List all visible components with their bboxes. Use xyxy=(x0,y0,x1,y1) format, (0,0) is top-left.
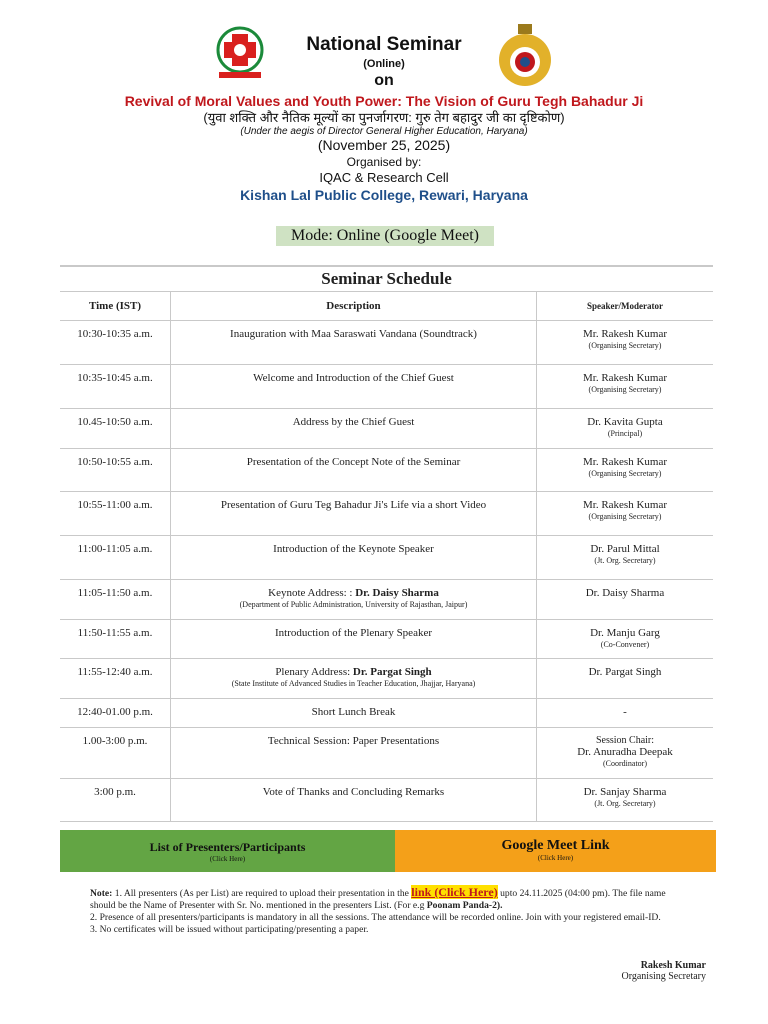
row-time: 11:50-11:55 a.m. xyxy=(60,620,171,659)
seminar-title: National Seminar xyxy=(306,34,462,55)
row-time: 3:00 p.m. xyxy=(60,779,171,822)
session-chair-label: Session Chair: xyxy=(595,735,655,746)
speaker-role: (Organising Secretary) xyxy=(588,512,662,521)
speaker-affiliation: (Department of Public Administration, University of Rajasthan, Jaipur) xyxy=(239,600,468,609)
table-row xyxy=(60,580,713,620)
presenters-list-button[interactable] xyxy=(60,830,395,872)
row-time: 10:55-11:00 a.m. xyxy=(60,492,171,536)
signatory-title: Organising Secretary xyxy=(621,971,706,982)
header-time: Time (IST) xyxy=(60,292,171,321)
note-3-text: 3. No certificates will be issued without participating/presenting a paper. xyxy=(90,924,369,935)
organised-by: Organised by: xyxy=(346,155,422,169)
seminar-date: (November 25, 2025) xyxy=(317,137,451,153)
row-speaker: Dr. Parul Mittal (Jt. Org. Secretary) xyxy=(537,536,714,580)
row-speaker: Dr. Pargat Singh xyxy=(537,659,714,699)
plenary-speaker-name: Dr. Pargat Singh xyxy=(352,666,432,678)
organising-cell: IQAC & Research Cell xyxy=(319,170,449,185)
keynote-speaker-name: Dr. Daisy Sharma xyxy=(355,587,439,599)
table-row xyxy=(60,620,713,659)
header-speaker: Speaker/Moderator xyxy=(537,292,714,321)
row-time: 10.45-10:50 a.m. xyxy=(60,409,171,449)
speaker-affiliation: (State Institute of Advanced Studies in Teacher Education, Jhajjar, Haryana) xyxy=(231,679,476,688)
row-speaker: Dr. Sanjay Sharma (Jt. Org. Secretary) xyxy=(537,779,714,822)
row-speaker: Mr. Rakesh Kumar (Organising Secretary) xyxy=(537,449,714,492)
on-label: on xyxy=(374,72,394,89)
row-speaker: Dr. Manju Garg (Co-Convener) xyxy=(537,620,714,659)
signatory-name: Rakesh Kumar xyxy=(640,960,706,971)
table-row xyxy=(60,728,713,779)
table-header-row xyxy=(60,292,713,321)
college-name: Kishan Lal Public College, Rewari, Haryana xyxy=(240,187,528,203)
google-meet-label: Google Meet Link xyxy=(501,838,610,853)
row-time: 1.00-3:00 p.m. xyxy=(60,728,171,779)
row-description: Address by the Chief Guest xyxy=(171,409,537,449)
table-row xyxy=(60,365,713,409)
row-description: Vote of Thanks and Concluding Remarks xyxy=(171,779,537,822)
table-row xyxy=(60,536,713,580)
notes-section xyxy=(90,886,690,936)
schedule-table xyxy=(60,265,713,822)
note-1-text: 1. All presenters (As per List) are required to upload their presentation in the xyxy=(112,888,412,899)
row-description: Plenary Address: Dr. Pargat Singh (State Institute of Advanced Studies in Teacher Education, Jhajjar, Haryana) xyxy=(171,659,537,699)
click-here-label: (Click Here) xyxy=(537,854,574,862)
note-2-text: 2. Presence of all presenters/participants is mandatory in all the sessions. The attendance will be recorded online. Join with your registered email-ID. xyxy=(90,912,661,923)
google-meet-link-button[interactable] xyxy=(395,830,716,872)
table-row xyxy=(60,321,713,365)
table-row xyxy=(60,409,713,449)
row-time: 11:55-12:40 a.m. xyxy=(60,659,171,699)
row-description: Technical Session: Paper Presentations xyxy=(171,728,537,779)
row-time: 11:00-11:05 a.m. xyxy=(60,536,171,580)
row-speaker: - xyxy=(537,699,714,728)
speaker-role: (Jt. Org. Secretary) xyxy=(594,556,656,565)
upload-link[interactable]: link (Click Here) xyxy=(411,885,498,899)
table-row xyxy=(60,659,713,699)
signature-block xyxy=(621,960,706,982)
mode-badge: Mode: Online (Google Meet) xyxy=(276,226,494,246)
row-description: Introduction of the Keynote Speaker xyxy=(171,536,537,580)
table-row xyxy=(60,779,713,822)
row-speaker: Mr. Rakesh Kumar (Organising Secretary) xyxy=(537,492,714,536)
click-here-label: (Click Here) xyxy=(209,855,246,863)
row-description: Introduction of the Plenary Speaker xyxy=(171,620,537,659)
row-description: Inauguration with Maa Saraswati Vandana (Soundtrack) xyxy=(171,321,537,365)
speaker-role: (Principal) xyxy=(607,429,643,438)
row-time: 10:30-10:35 a.m. xyxy=(60,321,171,365)
row-description: Presentation of the Concept Note of the Seminar xyxy=(171,449,537,492)
row-time: 11:05-11:50 a.m. xyxy=(60,580,171,620)
schedule-title: Seminar Schedule xyxy=(60,266,713,292)
speaker-role: (Organising Secretary) xyxy=(588,469,662,478)
speaker-role: (Organising Secretary) xyxy=(588,341,662,350)
table-row xyxy=(60,492,713,536)
row-speaker: Mr. Rakesh Kumar (Organising Secretary) xyxy=(537,321,714,365)
speaker-role: (Co-Convener) xyxy=(600,640,650,649)
speaker-role: (Coordinator) xyxy=(603,759,647,768)
presenters-list-label: List of Presenters/Participants xyxy=(149,840,306,854)
note-1-text-cont: upto 24.11.2025 (04:00 pm). The file name should be the Name of Presenter with Sr. No. mentioned in the presenters List. (For e.g xyxy=(90,888,666,911)
row-speaker: Session Chair: Dr. Anuradha Deepak (Coordinator) xyxy=(537,728,714,779)
row-description: Welcome and Introduction of the Chief Guest xyxy=(171,365,537,409)
table-row xyxy=(60,449,713,492)
row-description: Short Lunch Break xyxy=(171,699,537,728)
aegis-note: (Under the aegis of Director General Higher Education, Haryana) xyxy=(240,126,528,137)
note-example: Poonam Panda-2). xyxy=(426,900,503,911)
note-label: Note: xyxy=(90,888,113,899)
row-description: Keynote Address: : Dr. Daisy Sharma (Department of Public Administration, University of Rajasthan, Jaipur) xyxy=(171,580,537,620)
row-speaker: Dr. Kavita Gupta (Principal) xyxy=(537,409,714,449)
row-speaker: Dr. Daisy Sharma xyxy=(537,580,714,620)
row-description: Presentation of Guru Teg Bahadur Ji's Life via a short Video xyxy=(171,492,537,536)
row-time: 12:40-01.00 p.m. xyxy=(60,699,171,728)
row-speaker: Mr. Rakesh Kumar (Organising Secretary) xyxy=(537,365,714,409)
speaker-role: (Organising Secretary) xyxy=(588,385,662,394)
seminar-theme: Revival of Moral Values and Youth Power: The Vision of Guru Tegh Bahadur Ji xyxy=(124,93,644,109)
table-row xyxy=(60,699,713,728)
row-time: 10:35-10:45 a.m. xyxy=(60,365,171,409)
speaker-role: (Jt. Org. Secretary) xyxy=(594,799,656,808)
theme-hindi: (युवा शक्ति और नैतिक मूल्यों का पुनर्जागरण: गुरु तेग बहादुर जी का दृष्टिकोण) xyxy=(203,110,565,125)
row-time: 10:50-10:55 a.m. xyxy=(60,449,171,492)
seminar-subtitle: (Online) xyxy=(363,58,405,70)
header-description: Description xyxy=(171,292,537,321)
